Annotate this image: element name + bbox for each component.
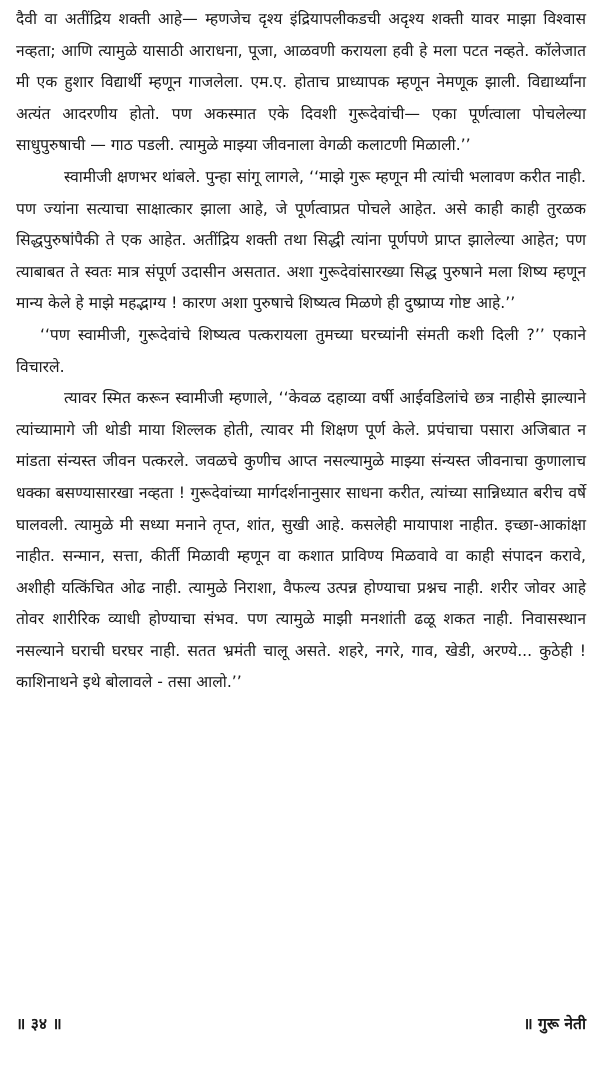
page-number: ॥ ३४ ॥	[16, 1015, 62, 1033]
paragraph-3: ‘‘पण स्वामीजी, गुरूदेवांचे शिष्यत्व पत्करायला तुमच्या घरच्यांनी संमती कशी दिली ?’’ एकाने विचारले.	[16, 325, 586, 376]
paragraph-1: दैवी वा अतींद्रिय शक्ती आहे— म्हणजेच दृश्य इंद्रियापलीकडची अदृश्य शक्ती यावर माझा विश्वास नव्हता; आणि त्यामुळे यासाठी आराधना, पूजा, आळवणी करायला हवी हे मला पटत नव्हते. कॉलेजात मी एक हुशार विद्यार्थी म्हणून गाजलेला. एम.ए. होताच प्राध्यापक म्हणून नेमणूक झाली. विद्यार्थ्यांना अत्यंत आदरणीय होतो. पण अकस्मात एके दिवशी गुरूदेवांची— एका पूर्णत्वाला पोचलेल्या साधुपुरुषाची — गाठ पडली. त्यामुळे माझ्या जीवनाला वेगळी कलाटणी मिळाली.’’	[16, 10, 586, 155]
paragraph-2: स्वामीजी क्षणभर थांबले. पुन्हा सांगू लागले, ‘‘माझे गुरू म्हणून मी त्यांची भलावण करीत नाही. पण ज्यांना सत्याचा साक्षात्कार झाला आहे, जे पूर्णत्वाप्रत पोचले आहेत. असे काही काही तुरळक सिद्धपुरुषांपैकी ते एक आहेत. अतींद्रिय शक्ती तथा सिद्धी त्यांना पूर्णपणे प्राप्त झालेल्या आहेत; पण त्याबाबत ते स्वतः मात्र संपूर्ण उदासीन असतात. अशा गुरूदेवांसारख्या सिद्ध पुरुषाने मला शिष्य म्हणून मान्य केले हे माझे महद्भाग्य ! कारण अशा पुरुषाचे शिष्यत्व मिळणे ही दुष्प्राप्य गोष्ट आहे.’’	[16, 167, 586, 313]
running-title: ॥ गुरू नेती	[523, 1015, 586, 1033]
page-footer	[16, 1012, 586, 1034]
paragraph-4: त्यावर स्मित करून स्वामीजी म्हणाले, ‘‘केवळ दहाव्या वर्षी आईवडिलांचे छत्र नाहीसे झाल्याने त्यांच्यामागे जी थोडी माया शिल्लक होती, त्यावर मी शिक्षण पूर्ण केले. प्रपंचाचा पसारा अजिबात न मांडता संन्यस्त जीवन पत्करले. जवळचे कुणीच आप्त नसल्यामुळे माझ्या संन्यस्त जीवनाचा कुणालाच धक्का बसण्यासारखा नव्हता ! गुरूदेवांच्या मार्गदर्शनानुसार साधना करीत, त्यांच्या सान्निध्यात बरीच वर्षे घालवली. त्यामुळे मी सध्या मनाने तृप्त, शांत, सुखी आहे. कसलेही मायापाश नाहीत. इच्छा-आकांक्षा नाहीत. सन्मान, सत्ता, कीर्ती मिळावी म्हणून वा कशात प्राविण्य मिळवावे वा काही संपादन करावे, अशीही यत्किंचित ओढ नाही. त्यामुळे निराशा, वैफल्य उत्पन्न होण्याचा प्रश्नच नाही. शरीर जोवर आहे तोवर शारीरिक व्याधी होण्याचा संभव. पण त्यामुळे माझी मनशांती ढळू शकत नाही. निवासस्थान नसल्याने घराची घरघर नाही. सतत भ्रमंती चालू असते. शहरे, नगरे, गाव, खेडी, अरण्ये... कुठेही ! काशिनाथने इथे बोलावले - तसा आलो.’’	[16, 389, 586, 692]
body-text	[16, 4, 586, 699]
